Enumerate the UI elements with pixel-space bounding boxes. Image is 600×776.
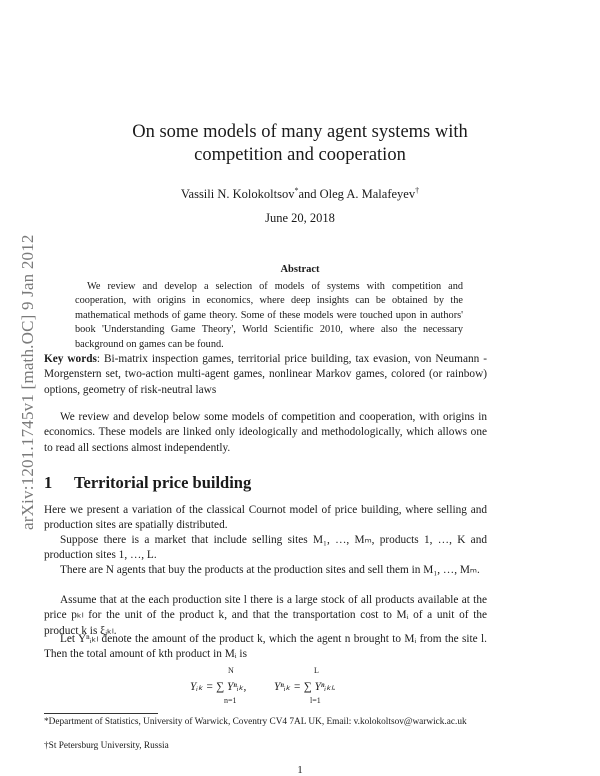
title-line-1: On some models of many agent systems with xyxy=(132,122,468,142)
page-number: 1 xyxy=(297,764,303,776)
paragraph-5: Let Yⁿᵢₖₗ denote the amount of the product k, which the agent n brought to Mᵢ from the site l. Then the total amount of kth product in Mᵢ is xyxy=(44,633,487,661)
footnote-1: *Department of Statistics, University of Warwick, Coventry CV4 7AL UK, Email: v.kolokoltsov@warwick.ac.uk xyxy=(44,717,467,727)
date: June 20, 2018 xyxy=(265,211,335,225)
footnote-rule xyxy=(44,713,158,714)
author-1: Vassili N. Kolokoltsov xyxy=(180,187,295,202)
arxiv-id: arXiv:1201.1745v1 [math.OC] 9 Jan 2012 xyxy=(18,234,37,530)
keywords-text: : Bi-matrix inspection games, territorial price building, tax evasion, von Neumann - Morgenstern set, two-action multi-agent games, nonlinear Markov games, colored (or rainbow) options, geometry of risk-neutral laws xyxy=(44,353,487,396)
abstract-heading: Abstract xyxy=(280,264,320,275)
sum1-upper: N xyxy=(228,666,234,675)
section-number: 1 xyxy=(44,473,53,492)
paper-title xyxy=(44,121,556,167)
authors xyxy=(44,186,556,202)
author-2-mark: † xyxy=(415,186,420,195)
equation-right: Yⁿᵢₖ = ∑ Yⁿᵢₖₗ. xyxy=(274,681,336,693)
paragraph-2: Suppose there is a market that include selling sites M₁, …, Mₘ, products 1, …, K and production sites 1, …, L. xyxy=(44,534,487,562)
section-title: Territorial price building xyxy=(74,473,252,492)
sum1-lower: n=1 xyxy=(224,696,237,705)
footnote-2: †St Petersburg University, Russia xyxy=(44,741,169,751)
title-line-2: competition and cooperation xyxy=(194,145,406,165)
equation xyxy=(190,666,390,706)
paragraph-3: There are N agents that buy the products at the production sites and sell them in M₁, …, Mₘ. xyxy=(60,564,480,576)
paragraph-4: Assume that at the each production site l there is a large stock of all products available at the price pₖₗ for the unit of the product k, and that the transportation cost to Mᵢ of a unit of the product k is ξᵢₖₗ. xyxy=(44,594,487,637)
keywords-label: Key words xyxy=(44,353,97,365)
paragraph-1: Here we present a variation of the classical Cournot model of price building, where selling and production sites are spatially distributed. xyxy=(44,504,487,532)
keywords xyxy=(44,352,487,398)
arxiv-sidebar xyxy=(18,234,37,544)
author-separator: and Oleg A. Malafeyev xyxy=(298,187,416,202)
equation-left: Yᵢₖ = ∑ Yⁿᵢₖ, xyxy=(190,681,247,693)
author-1-mark: * xyxy=(294,186,299,195)
intro-paragraph: We review and develop below some models of competition and cooperation, with origins in economics. These models are linked only ideologically and methodologically, which allows one to read all sections almost independently. xyxy=(44,411,487,454)
sum2-lower: l=1 xyxy=(310,696,321,705)
sum2-upper: L xyxy=(314,666,319,675)
section-heading xyxy=(44,473,251,493)
abstract-text: We review and develop a selection of models of systems with competition and cooperation, with origins in economics, where deep insights can be obtained by the mathematical methods of game theory. Some of these models were touched upon in authors' book 'Understanding Game Theory', World Scientific 2010, where also the necessary background on games can be found. xyxy=(75,281,463,350)
